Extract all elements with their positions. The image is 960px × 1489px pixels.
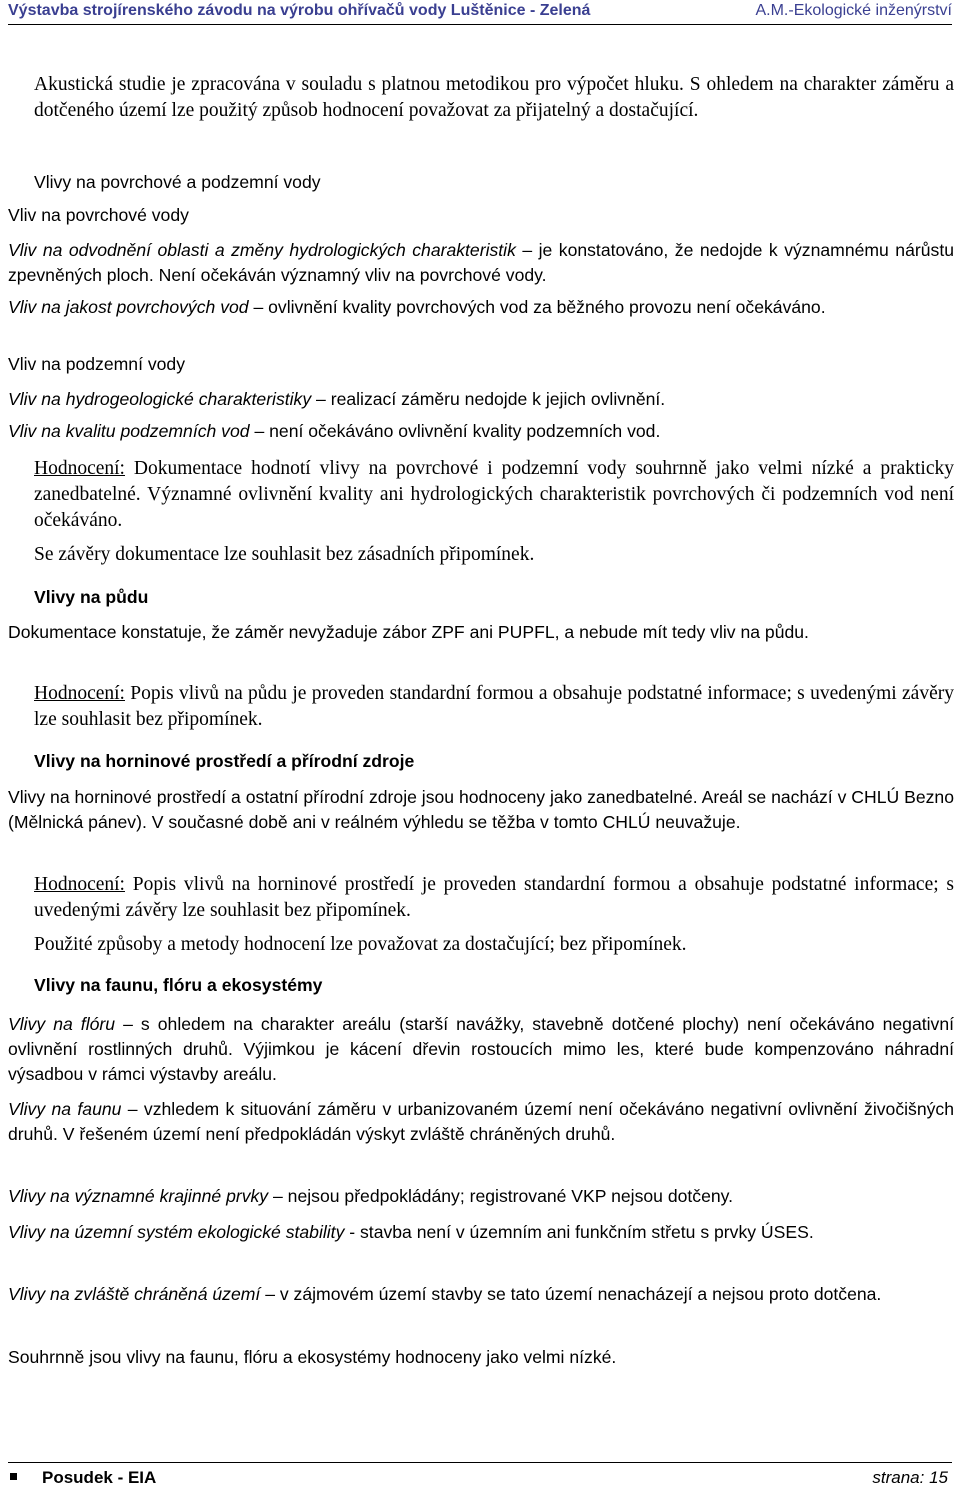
water-p3-block bbox=[0, 387, 960, 412]
soil-paragraph: Dokumentace konstatuje, že záměr nevyžaduje zábor ZPF ani PUPFL, a nebude mít tedy vliv na půdu. bbox=[8, 622, 809, 642]
surface-water-heading: Vliv na povrchové vody bbox=[8, 205, 189, 225]
fauna-summary-block bbox=[0, 1345, 960, 1370]
company-name: A.M.-Ekologické inženýrství bbox=[755, 2, 952, 19]
fauna-p2-block bbox=[0, 1097, 960, 1147]
rock-text-block bbox=[0, 785, 960, 835]
soil-evaluation bbox=[34, 681, 954, 733]
water-evaluation bbox=[34, 456, 954, 534]
rock-eval-text: Popis vlivů na horninové prostředí je proveden standardní formou a obsahuje podstatné informace; s uvedenými závěry lze souhlasit bez připomínek. bbox=[34, 874, 954, 921]
fauna-paragraph-4 bbox=[8, 1220, 954, 1245]
ground-water-block bbox=[0, 354, 960, 375]
intro-section bbox=[0, 72, 960, 124]
fauna-p1-block bbox=[0, 1012, 960, 1087]
page-number: strana: 15 bbox=[872, 1468, 948, 1487]
document-title: Výstavba strojírenského závodu na výrobu ohřívačů vody Luštěnice - Zelená bbox=[8, 2, 591, 19]
soil-eval-block bbox=[0, 681, 960, 733]
rock-heading-block bbox=[0, 751, 960, 772]
water-p2-italic: Vliv na jakost povrchových vod bbox=[8, 297, 249, 317]
fauna-p3-rest: – nejsou předpokládány; registrované VKP nejsou dotčeny. bbox=[268, 1186, 734, 1206]
fauna-p2-rest: – vzhledem k situování záměru v urbanizovaném území není očekáváno negativní ovlivnění živočišných druhů. V řešeném území není předpokládán výskyt zvláště chráněných druhů. bbox=[8, 1099, 954, 1144]
fauna-paragraph-5 bbox=[8, 1282, 954, 1307]
water-p1-rest: – je konstatováno, že nedojde k významnému nárůstu zpevněných ploch. Není očekáván významný vliv na povrchové vody. bbox=[8, 240, 954, 285]
soil-eval-text: Popis vlivů na půdu je proveden standardní formou a obsahuje podstatné informace; s uvedenými závěry lze souhlasit bez připomínek. bbox=[34, 683, 954, 730]
rock-eval-label: Hodnocení: bbox=[34, 874, 125, 895]
page-footer bbox=[8, 1462, 952, 1489]
water-paragraph-4 bbox=[8, 419, 954, 444]
rock-methods-block bbox=[0, 932, 960, 958]
water-eval-block bbox=[0, 456, 960, 534]
water-p1-italic: Vliv na odvodnění oblasti a změny hydrologických charakteristik bbox=[8, 240, 516, 260]
water-conclusion-block bbox=[0, 542, 960, 568]
fauna-paragraph-1 bbox=[8, 1012, 954, 1087]
water-p3-rest: – realizací záměru nedojde k jejich ovlivnění. bbox=[311, 389, 666, 409]
soil-text-block bbox=[0, 620, 960, 645]
ground-water-heading: Vliv na podzemní vody bbox=[8, 354, 186, 374]
rock-eval-block bbox=[0, 872, 960, 924]
fauna-p5-block bbox=[0, 1282, 960, 1307]
fauna-paragraph-3 bbox=[8, 1184, 954, 1209]
square-bullet-icon bbox=[10, 1473, 17, 1480]
page-header bbox=[8, 0, 952, 25]
water-p4-italic: Vliv na kvalitu podzemních vod bbox=[8, 421, 250, 441]
fauna-heading: Vlivy na faunu, flóru a ekosystémy bbox=[34, 975, 323, 995]
water-p4-rest: – není očekáváno ovlivnění kvality podzemních vod. bbox=[249, 421, 661, 441]
fauna-p4-italic: Vlivy na územní systém ekologické stability bbox=[8, 1222, 345, 1242]
fauna-p1-rest: – s ohledem na charakter areálu (starší navážky, stavebně dotčené plochy) není očekáváno negativní ovlivnění rostlinných druhů. Výjimkou je kácení dřevin rostoucích mimo les, které bude kompenzováno náhradní výsadbou v rámci výstavby areálu. bbox=[8, 1014, 954, 1084]
water-p2-rest: – ovlivnění kvality povrchových vod za běžného provozu není očekáváno. bbox=[248, 297, 826, 317]
water-section bbox=[0, 172, 960, 193]
surface-water-block bbox=[0, 205, 960, 226]
water-p4-block bbox=[0, 419, 960, 444]
fauna-p2-italic: Vlivy na faunu bbox=[8, 1099, 122, 1119]
water-paragraph-1 bbox=[8, 238, 954, 288]
fauna-p1-italic: Vlivy na flóru bbox=[8, 1014, 116, 1034]
fauna-p5-italic: Vlivy na zvláště chráněná území bbox=[8, 1284, 261, 1304]
soil-eval-label: Hodnocení: bbox=[34, 683, 125, 704]
water-p3-italic: Vliv na hydrogeologické charakteristiky bbox=[8, 389, 312, 409]
soil-heading-block bbox=[0, 587, 960, 608]
water-conclusion: Se závěry dokumentace lze souhlasit bez zásadních připomínek. bbox=[34, 544, 535, 565]
rock-methods: Použité způsoby a metody hodnocení lze považovat za dostačující; bez připomínek. bbox=[34, 934, 687, 955]
fauna-p4-block bbox=[0, 1220, 960, 1245]
soil-heading: Vlivy na půdu bbox=[34, 587, 149, 607]
water-eval-text: Dokumentace hodnotí vlivy na povrchové i podzemní vody souhrnně jako velmi nízké a prakticky zanedbatelné. Významné ovlivnění kvality ani hydrologických charakteristik povrchových či podzemních vod není očekáváno. bbox=[34, 458, 954, 531]
fauna-paragraph-2 bbox=[8, 1097, 954, 1147]
fauna-p5-rest: – v zájmovém území stavby se tato území nenacházejí a nejsou proto dotčena. bbox=[260, 1284, 882, 1304]
footer-title: Posudek - EIA bbox=[42, 1468, 157, 1487]
rock-heading: Vlivy na horninové prostředí a přírodní zdroje bbox=[34, 751, 415, 771]
rock-evaluation bbox=[34, 872, 954, 924]
water-paragraph-3 bbox=[8, 387, 954, 412]
water-heading: Vlivy na povrchové a podzemní vody bbox=[34, 172, 321, 192]
fauna-heading-block bbox=[0, 975, 960, 996]
water-eval-label: Hodnocení: bbox=[34, 458, 125, 479]
water-p1-block bbox=[0, 238, 960, 288]
water-paragraph-2 bbox=[8, 295, 954, 320]
intro-paragraph: Akustická studie je zpracována v souladu s platnou metodikou pro výpočet hluku. S ohledem na charakter záměru a dotčeného území lze použitý způsob hodnocení považovat za přijatelný a dostačující. bbox=[34, 74, 954, 121]
water-p2-block bbox=[0, 295, 960, 320]
fauna-summary: Souhrnně jsou vlivy na faunu, flóru a ekosystémy hodnoceny jako velmi nízké. bbox=[8, 1347, 617, 1367]
rock-paragraph: Vlivy na horninové prostředí a ostatní přírodní zdroje jsou hodnoceny jako zanedbatelné. Areál se nachází v CHLÚ Bezno (Mělnická pánev). V současné době ani v reálném výhledu se těžba v tomto CHLÚ neuvažuje. bbox=[8, 787, 954, 832]
fauna-p3-italic: Vlivy na významné krajinné prvky bbox=[8, 1186, 269, 1206]
fauna-p3-block bbox=[0, 1184, 960, 1209]
fauna-p4-rest: - stavba není v územním ani funkčním střetu s prvky ÚSES. bbox=[344, 1222, 814, 1242]
